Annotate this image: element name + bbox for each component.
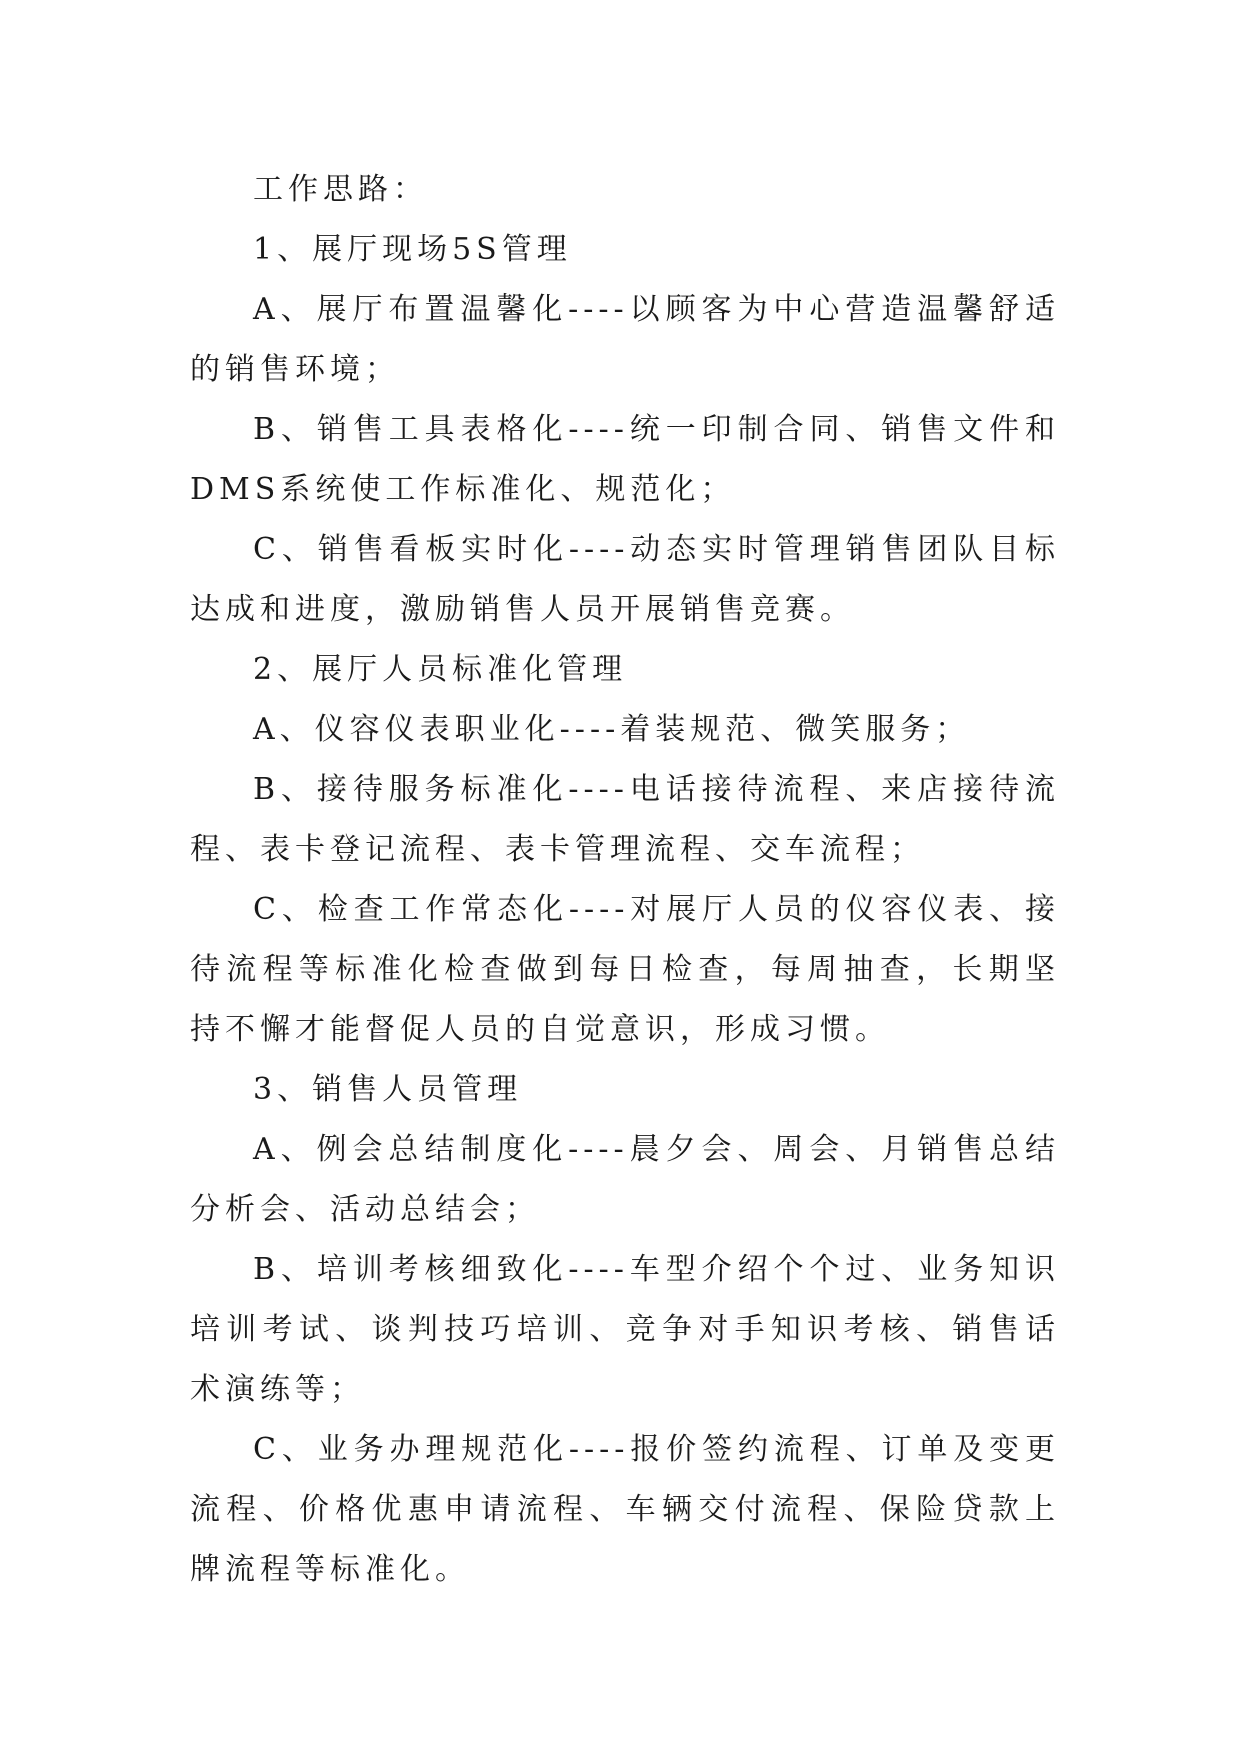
- paragraph-3b: B、培训考核细致化----车型介绍个个过、业务知识培训考试、谈判技巧培训、竞争对手知识考核、销售话术演练等；: [190, 1252, 1060, 1407]
- section-heading-staff-standardization: 2、展厅人员标准化管理: [253, 652, 628, 687]
- paragraph-2b: B、接待服务标准化----电话接待流程、来店接待流程、表卡登记流程、表卡管理流程、交车流程；: [190, 772, 1060, 867]
- paragraph-2a: A、仪容仪表职业化----着装规范、微笑服务；: [253, 712, 971, 747]
- paragraph-2c: C、检查工作常态化----对展厅人员的仪容仪表、接待流程等标准化检查做到每日检查，每周抽查，长期坚持不懈才能督促人员的自觉意识，形成习惯。: [190, 892, 1060, 1047]
- paragraph-3a: A、例会总结制度化----晨夕会、周会、月销售总结分析会、活动总结会；: [190, 1132, 1060, 1227]
- paragraph-1a: A、展厅布置温馨化----以顾客为中心营造温馨舒适的销售环境；: [190, 292, 1060, 387]
- section-heading-showroom-5s: 1、展厅现场5S管理: [253, 232, 572, 267]
- section-heading-work-approach: 工作思路：: [253, 172, 428, 207]
- paragraph-1c: C、销售看板实时化----动态实时管理销售团队目标达成和进度，激励销售人员开展销售竞赛。: [190, 532, 1060, 627]
- section-heading-sales-staff: 3、销售人员管理: [253, 1072, 523, 1107]
- paragraph-3c: C、业务办理规范化----报价签约流程、订单及变更流程、价格优惠申请流程、车辆交付流程、保险贷款上牌流程等标准化。: [190, 1432, 1060, 1587]
- paragraph-1b: B、销售工具表格化----统一印制合同、销售文件和DMS系统使工作标准化、规范化；: [190, 412, 1060, 507]
- document-body: [190, 160, 1060, 1600]
